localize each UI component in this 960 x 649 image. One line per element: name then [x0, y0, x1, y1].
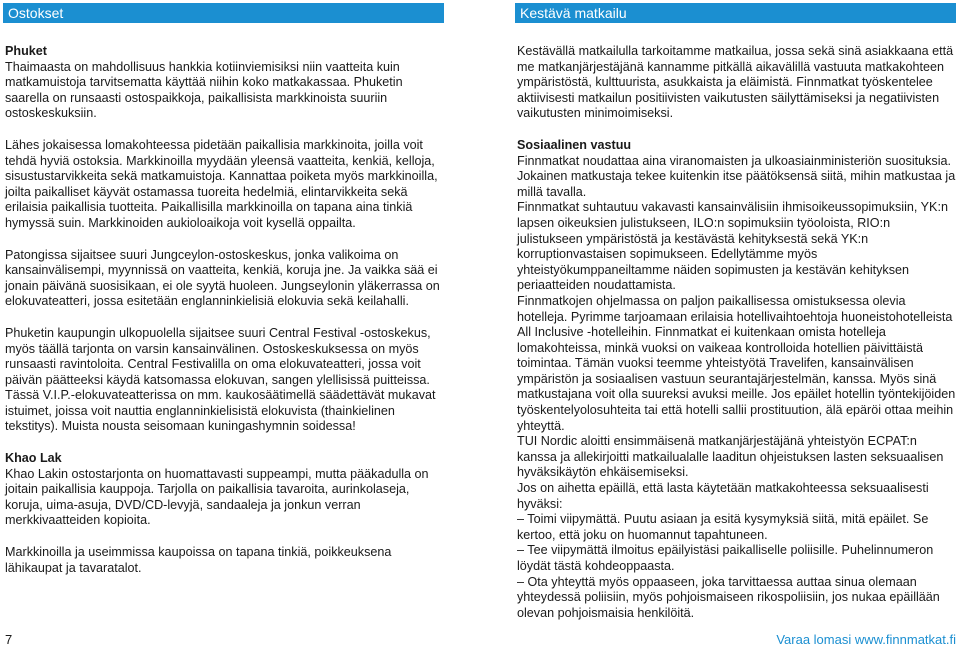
section-header-sustainable-travel [515, 3, 956, 23]
section-title-sustainable-travel: Kestävä matkailu [520, 5, 627, 21]
contact-guide-item: – Ota yhteyttä myös oppaaseen, joka tarvittaessa auttaa sinua olemaan yhteydessä poliisiin, myös pohjoismaiseen rikospoliisiin, jos nukaa epäillään olevan pohjoismaisia henkilöitä. [517, 574, 940, 620]
booking-link[interactable]: Varaa lomasi www.finnmatkat.fi [776, 632, 956, 647]
phuket-intro-paragraph: Thaimaasta on mahdollisuus hankkia kotiinviemisiksi niin vaatteita kuin matkamuistoja tarvitsematta käyttää niihin koko matkakassaa. Phuketin saarella on runsaasti ostospaikkoja, paikallisista markkinoista suuriin ostoskeskuksiin. [5, 59, 403, 121]
khao-lak-heading: Khao Lak [5, 451, 62, 466]
section-header-shopping [3, 3, 444, 23]
phuket-heading: Phuket [5, 44, 47, 58]
sustainability-intro-paragraph: Kestävällä matkailulla tarkoitamme matkailua, jossa sekä sinä asiakkaana että me matkanjärjestäjänä kannamme pitkällä aikavälillä vastuuta matkakohteen ympäristöstä, kulttuurista, asukkaista ja eläimistä. Finnmatkat työskentelee aktiivisesti matkailun positiivisten vaikutusten säilyttämiseksi ja negatiivisten vaikutusten minimoimiseksi. [517, 44, 954, 121]
markets-paragraph: Lähes jokaisessa lomakohteessa pidetään paikallisia markkinoita, joilla voit tehdä hyviä ostoksia. Markkinoilla myydään yleensä vaatteita, kenkiä, kelloja, sisustustarvikkeita sekä matkamuistoja. Kannattaa poiketa myös markkinoilla, joilta paikalliset käyvät ostamassa tuoreita hedelmiä, elintarvikkeita sekä erilaisia paikallisia tuotteita. Paikallisilla markkinoilla on tapana aina tinkiä hymyssä suin. Markkinoiden aukioloaikoja voit kysellä oppailta. [5, 137, 438, 230]
section-title-shopping: Ostokset [8, 5, 64, 21]
khao-lak-paragraph: Khao Lakin ostostarjonta on huomattavasti suppeampi, mutta pääkadulla on joitain paikallisia kauppoja. Tarjolla on paikallisia tavaroita, aurinkolaseja, koruja, uima-asuja, DVD/CD-levyjä, sandaaleja ja jonkun verran merkkivaatteiden kopioita. [5, 466, 429, 528]
social-responsibility-heading: Sosiaalinen vastuu [517, 137, 632, 152]
act-immediately-item: – Toimi viipymättä. Puutu asiaan ja esitä kysymyksiä siitä, mitä epäilet. Se kertoo, että joku on huomannut tapahtuneen. [517, 512, 929, 542]
report-police-item: – Tee viipymättä ilmoitus epäilyistäsi paikalliselle poliisille. Puhelinnumeron löydät tästä kohdeoppaasta. [517, 543, 934, 573]
right-column [517, 44, 957, 621]
page-number: 7 [5, 632, 13, 647]
bargaining-paragraph: Markkinoilla ja useimmissa kaupoissa on tapana tinkiä, poikkeuksena lähikaupat ja tavaratalot. [5, 545, 392, 575]
left-column [5, 44, 441, 576]
suspicion-paragraph: Jos on aihetta epäillä, että lasta käytetään matkakohteessa seksuaalisesti hyväksi: [517, 481, 929, 511]
jungceylon-paragraph: Patongissa sijaitsee suuri Jungceylon-ostoskeskus, jonka valikoima on kansainvälisempi, myynnissä on vaatteita, kenkiä, koruja jne. Ja vaikka sää ei jonain päivänä suosisikaan, ei ole syytä huoleen. Jungseylonin yläkerrassa on elokuvateatteri, jossa esitetään englanninkielisiä elokuvia sekä keilahalli. [5, 247, 440, 309]
hotels-paragraph: Finnmatkojen ohjelmassa on paljon paikallisessa omistuksessa olevia hotelleja. Pyrimme tarjoamaan erilaisia hotellivaihtoehtoja huoneistohotelleista All Inclusive -hotelleihin. Finnmatkat ei kuitenkaan omista hotelleja lomakohteissa, minkä vuoksi on vaikeaa kontrolloida hotellien päivittäistä toimintaa. Tämän vuoksi teemme yhteistyötä Travelifen, kansainvälisen ympäristön ja sosiaalisen vastuun seurantajärjestelmän, kanssa. Myös sinä matkustajana voit olla suureksi avuksi meille. Jos epäilet hotellin työntekijöiden työskentelyolosuhteita tai että hotelli sallii prostituution, älä epäröi ottaa meihin yhteyttä. [517, 293, 956, 433]
authorities-paragraph: Finnmatkat noudattaa aina viranomaisten ja ulkoasiainministeriön suosituksia. Jokainen matkustaja tekee kuitenkin itse päätöksensä siitä, mihin matkustaa ja millä tavalla. [517, 153, 956, 199]
human-rights-paragraph: Finnmatkat suhtautuu vakavasti kansainvälisiin ihmisoikeussopimuksiin, YK:n lapsen oikeuksien julistukseen, ILO:n sopimuksiin työoloista, RIO:n julistukseen ympäristöstä ja kestävästä kehityksestä sekä YK:n korruptionvastaisen sopimukseen. Edellytämme myös yhteistyökumppaneiltamme näiden sopimusten ja kestävän kehityksen periaatteiden noudattamista. [517, 200, 948, 293]
central-festival-paragraph: Phuketin kaupungin ulkopuolella sijaitsee suuri Central Festival -ostoskekus, myös täällä tarjonta on varsin kansainvälinen. Ostoskeskuksessa on myös runsaasti ravintoloita. Central Festivalilla on oma elokuvateatteri, jossa voit päivän päätteeksi käydä katsomassa elokuvan, sangen ylellisissä puitteissa. Tässä V.I.P.-elokuvateatterissa on mm. kaukosäätimellä säädettävät mukavat istuimet, joissa voit nauttia englanninkielisistä elokuvista (thainkielinen tekstitys). Muista nousta seisomaan kuningashymnin soidessa! [5, 325, 436, 434]
ecpat-paragraph: TUI Nordic aloitti ensimmäisenä matkanjärjestäjänä yhteistyön ECPAT:n kanssa ja allekirjoitti matkailualalle laaditun ohjeistuksen lasten seksuaalisen hyväksikäytön ehkäisemiseksi. [517, 434, 944, 480]
